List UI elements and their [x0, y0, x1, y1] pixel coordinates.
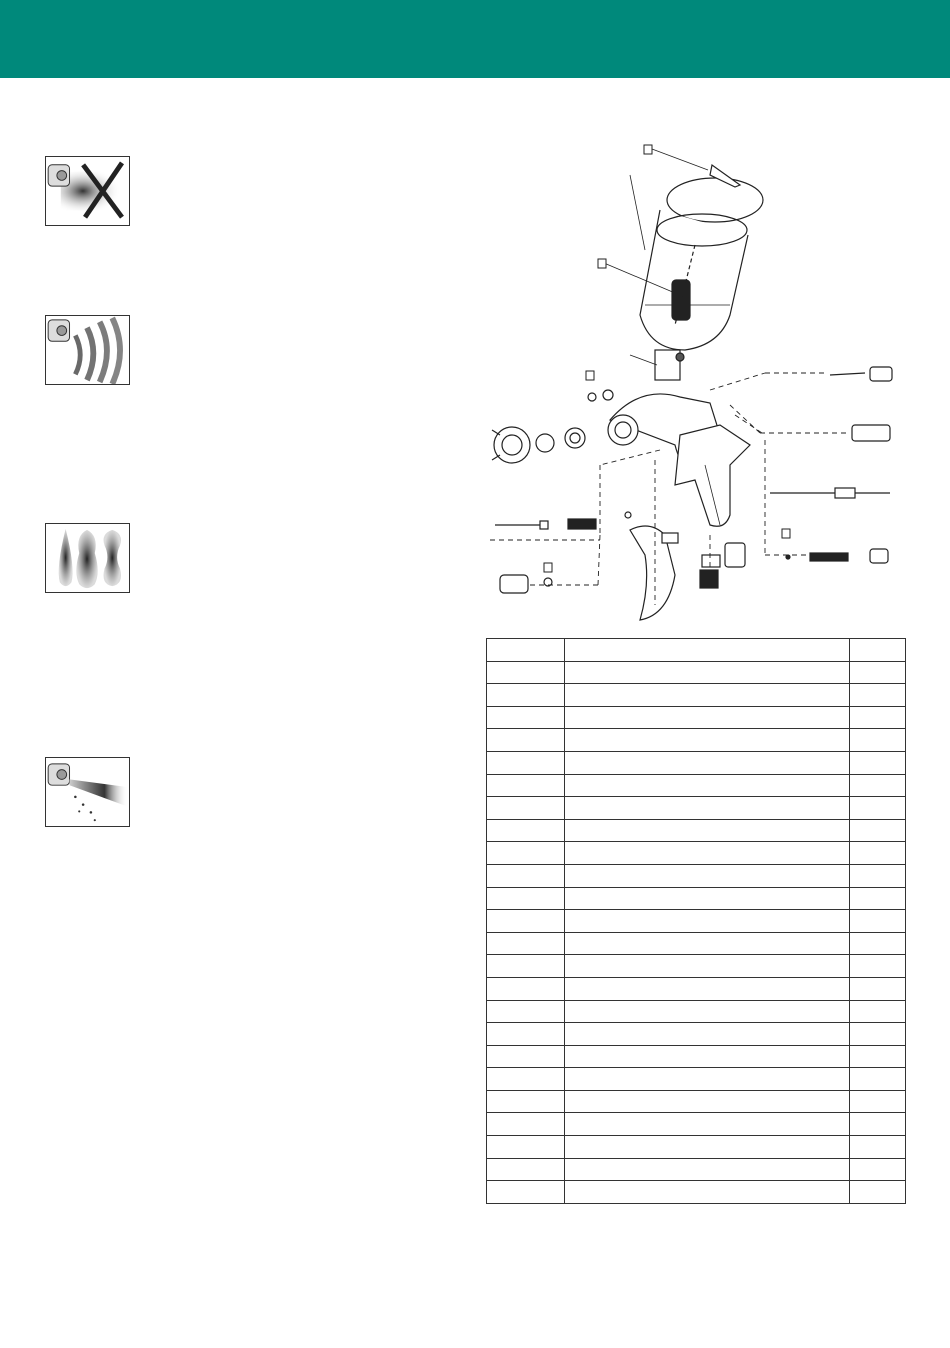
table-cell	[850, 1090, 906, 1113]
table-cell	[565, 774, 850, 797]
table-row	[487, 910, 906, 933]
table-row	[487, 751, 906, 774]
table-cell	[565, 887, 850, 910]
spray-gun-exploded-view	[480, 135, 910, 625]
table-cell	[565, 729, 850, 752]
table-row	[487, 1181, 906, 1204]
table-row	[487, 932, 906, 955]
table-row	[487, 1023, 906, 1046]
table-row	[487, 1068, 906, 1091]
table-cell	[487, 1000, 565, 1023]
table-cell	[487, 774, 565, 797]
table-cell	[565, 955, 850, 978]
table-cell	[565, 684, 850, 707]
table-row	[487, 1113, 906, 1136]
table-cell	[487, 1090, 565, 1113]
banded-spray-icon	[45, 315, 130, 385]
table-cell	[487, 1068, 565, 1091]
table-cell	[565, 751, 850, 774]
table-row	[487, 684, 906, 707]
parts-table-body	[487, 639, 906, 1204]
table-row	[487, 1000, 906, 1023]
header-band	[0, 0, 950, 78]
table-cell	[487, 819, 565, 842]
table-row	[487, 774, 906, 797]
table-cell	[850, 1181, 906, 1204]
crossed-spray-icon	[45, 156, 130, 226]
table-cell	[850, 1136, 906, 1159]
table-row	[487, 1045, 906, 1068]
table-cell	[850, 819, 906, 842]
table-cell	[565, 910, 850, 933]
table-cell	[565, 1068, 850, 1091]
table-cell	[850, 639, 906, 662]
table-cell	[850, 955, 906, 978]
table-cell	[565, 1158, 850, 1181]
table-cell	[850, 1113, 906, 1136]
table-cell	[850, 729, 906, 752]
table-cell	[487, 1023, 565, 1046]
table-cell	[487, 932, 565, 955]
table-cell	[850, 932, 906, 955]
table-cell	[487, 661, 565, 684]
table-row	[487, 1136, 906, 1159]
table-cell	[850, 1158, 906, 1181]
table-row	[487, 639, 906, 662]
table-row	[487, 977, 906, 1000]
table-cell	[565, 797, 850, 820]
table-cell	[487, 1181, 565, 1204]
table-row	[487, 819, 906, 842]
table-cell	[850, 842, 906, 865]
table-cell	[487, 1158, 565, 1181]
table-cell	[850, 887, 906, 910]
table-row	[487, 864, 906, 887]
table-cell	[487, 842, 565, 865]
table-row	[487, 797, 906, 820]
table-row	[487, 706, 906, 729]
table-cell	[487, 1113, 565, 1136]
table-cell	[850, 864, 906, 887]
table-cell	[565, 661, 850, 684]
table-cell	[487, 955, 565, 978]
table-cell	[487, 684, 565, 707]
spray-pattern-shapes-icon	[45, 523, 130, 593]
table-cell	[850, 751, 906, 774]
table-cell	[850, 910, 906, 933]
table-cell	[565, 1045, 850, 1068]
table-row	[487, 842, 906, 865]
table-cell	[565, 842, 850, 865]
table-row	[487, 661, 906, 684]
table-cell	[850, 977, 906, 1000]
table-cell	[850, 1045, 906, 1068]
table-cell	[487, 797, 565, 820]
table-cell	[850, 1023, 906, 1046]
table-cell	[850, 1068, 906, 1091]
table-cell	[565, 639, 850, 662]
table-cell	[487, 1045, 565, 1068]
table-row	[487, 1158, 906, 1181]
table-cell	[487, 706, 565, 729]
table-cell	[565, 1090, 850, 1113]
table-cell	[487, 639, 565, 662]
table-cell	[487, 910, 565, 933]
spitting-spray-icon	[45, 757, 130, 827]
table-cell	[565, 1023, 850, 1046]
table-cell	[565, 932, 850, 955]
table-cell	[565, 864, 850, 887]
table-cell	[487, 864, 565, 887]
table-cell	[565, 819, 850, 842]
table-row	[487, 729, 906, 752]
table-cell	[565, 706, 850, 729]
table-cell	[850, 797, 906, 820]
table-cell	[565, 977, 850, 1000]
table-cell	[487, 977, 565, 1000]
table-cell	[850, 684, 906, 707]
table-cell	[850, 774, 906, 797]
table-cell	[565, 1113, 850, 1136]
table-cell	[487, 729, 565, 752]
table-cell	[487, 1136, 565, 1159]
table-row	[487, 955, 906, 978]
table-cell	[487, 887, 565, 910]
table-cell	[487, 751, 565, 774]
table-cell	[565, 1136, 850, 1159]
table-row	[487, 1090, 906, 1113]
table-cell	[565, 1000, 850, 1023]
table-row	[487, 887, 906, 910]
table-cell	[850, 706, 906, 729]
table-cell	[565, 1181, 850, 1204]
table-cell	[850, 661, 906, 684]
parts-table	[486, 638, 906, 1204]
table-cell	[850, 1000, 906, 1023]
